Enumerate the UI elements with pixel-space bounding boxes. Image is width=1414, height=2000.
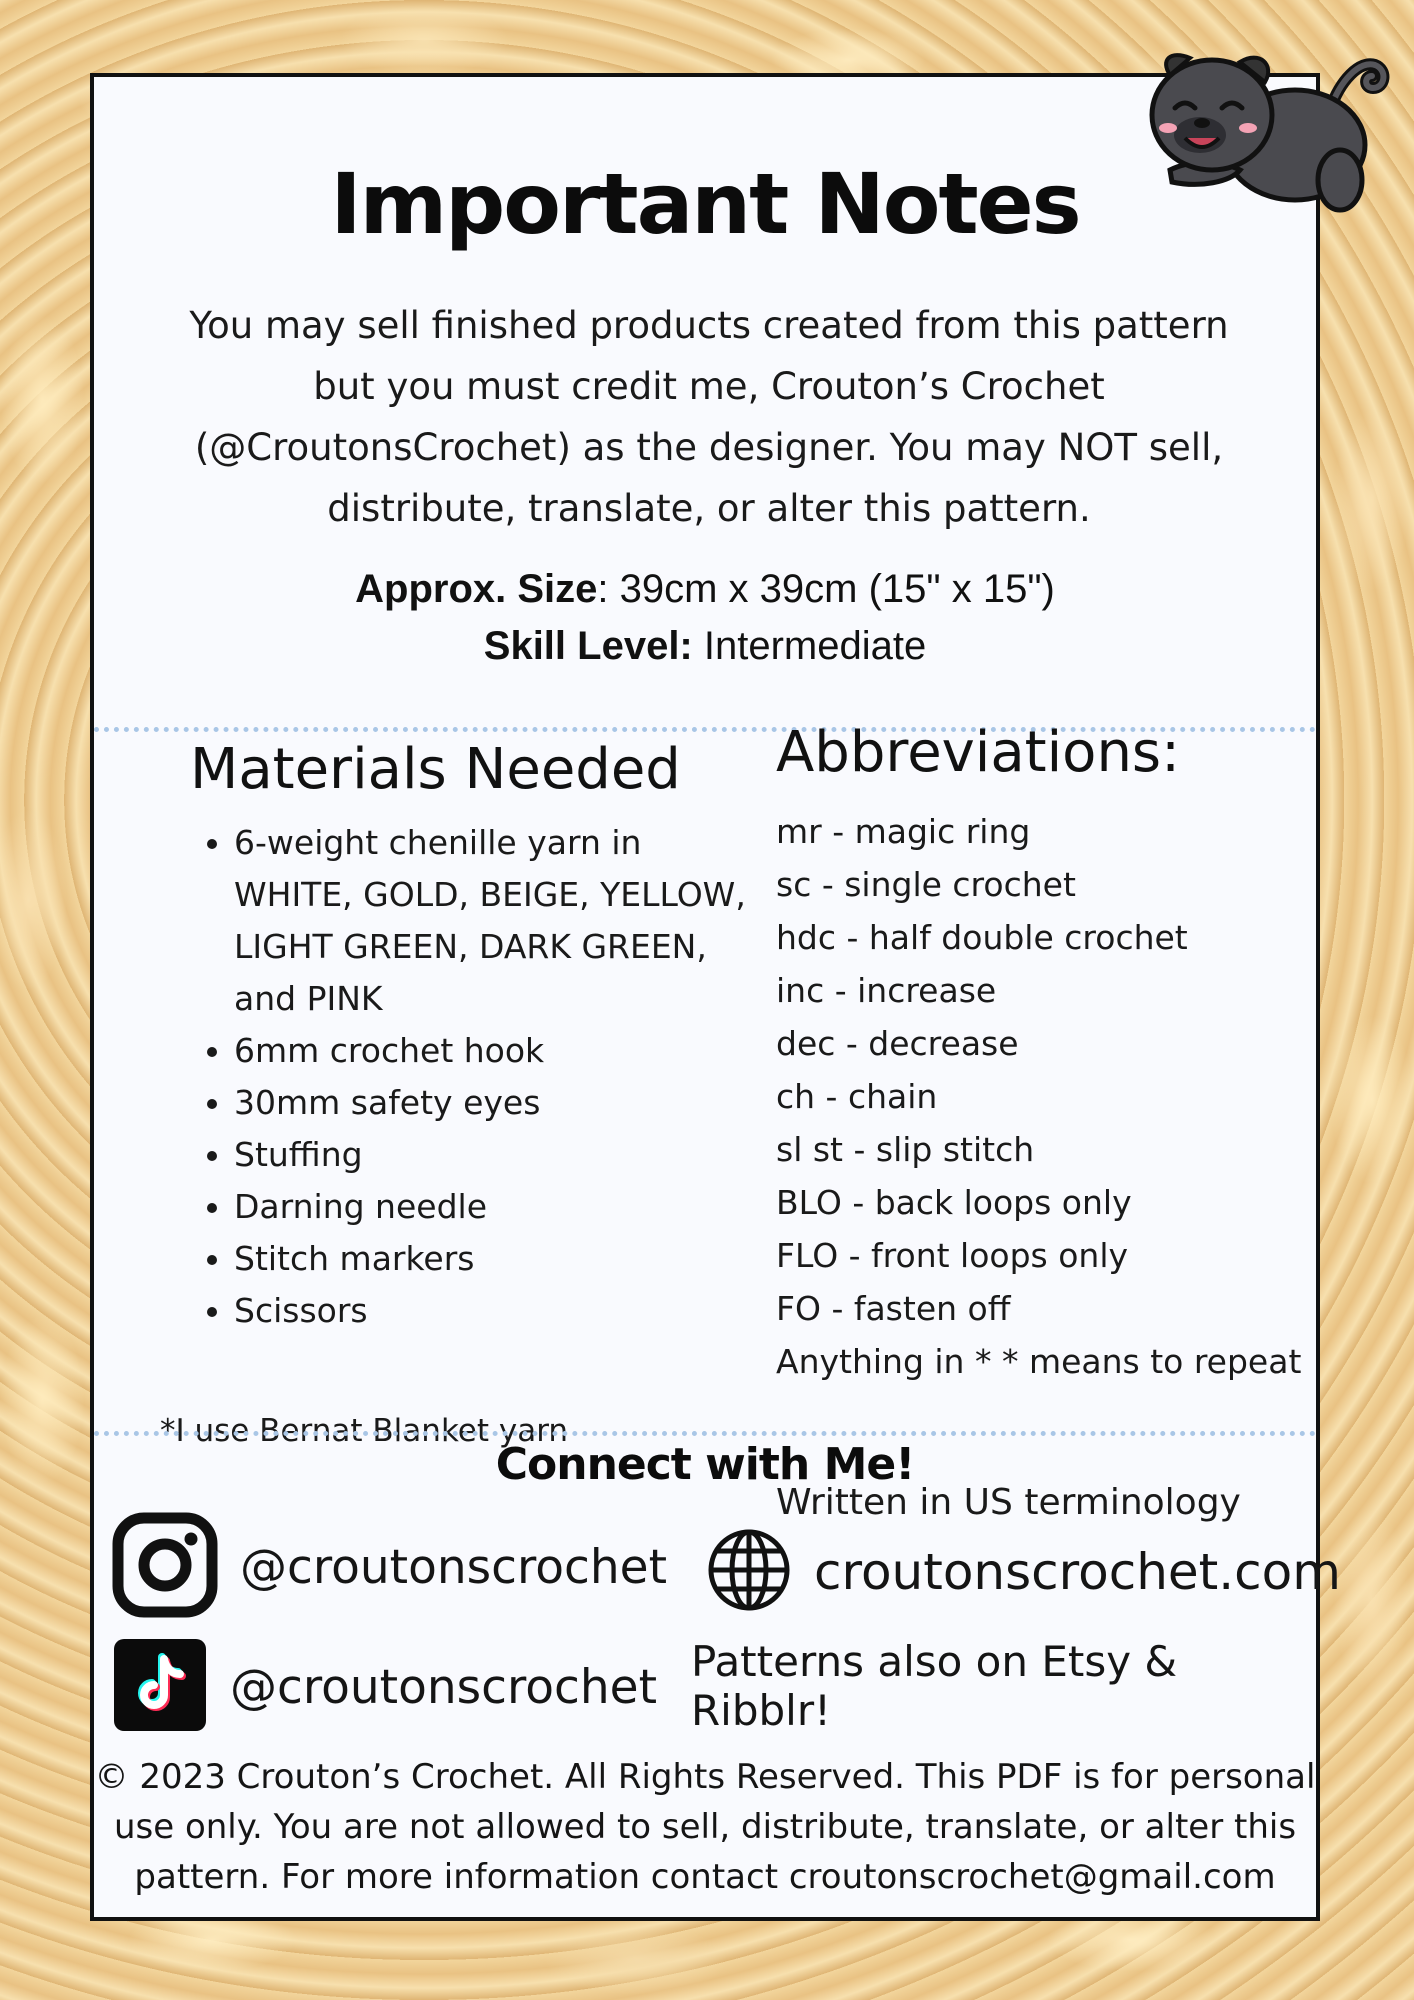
materials-item: • 6mm crochet hook xyxy=(234,1025,754,1077)
abbreviations-list xyxy=(776,805,1301,1388)
abbreviations-heading: Abbreviations: xyxy=(776,720,1180,785)
approx-size-label: Approx. Size xyxy=(355,567,598,611)
usage-terms-line: You may sell finished products created from this pattern xyxy=(189,304,1229,347)
abbreviation-item: BLO - back loops only xyxy=(776,1183,1132,1222)
notes-card xyxy=(90,73,1341,1921)
materials-item: • 30mm safety eyes xyxy=(234,1077,754,1129)
pug-icon xyxy=(1130,20,1390,220)
copyright-notice xyxy=(94,1752,1316,1902)
materials-item: • Scissors xyxy=(234,1285,754,1337)
materials-item: • Darning needle xyxy=(234,1181,754,1233)
website-link[interactable] xyxy=(706,1527,1341,1617)
materials-heading: Materials Needed xyxy=(190,737,681,802)
materials-item: • 6-weight chenille yarn in WHITE, GOLD, BEIGE, YELLOW, LIGHT GREEN, DARK GREEN, and PINK xyxy=(234,817,754,1025)
abbreviation-item: Anything in * * means to repeat xyxy=(776,1342,1302,1381)
usage-terms-line: (@CroutonsCrochet) as the designer. You may NOT sell, xyxy=(194,426,1224,469)
globe-icon xyxy=(706,1527,792,1617)
skill-level-value: Intermediate xyxy=(692,624,927,668)
skill-level xyxy=(94,624,1316,669)
instagram-icon xyxy=(112,1512,218,1622)
etsy-ribblr-note xyxy=(691,1637,1316,1735)
materials-list xyxy=(190,817,754,1337)
divider-bottom xyxy=(94,1431,1316,1436)
abbreviation-item: mr - magic ring xyxy=(776,812,1031,851)
usage-terms xyxy=(154,295,1264,539)
abbreviation-item: hdc - half double crochet xyxy=(776,918,1188,957)
page-title: Important Notes xyxy=(330,155,1080,253)
instagram-handle: @croutonscrochet xyxy=(240,1539,667,1595)
instagram-link[interactable] xyxy=(112,1512,667,1622)
abbreviation-item: inc - increase xyxy=(776,971,997,1010)
abbreviation-item: FLO - front loops only xyxy=(776,1236,1129,1275)
terminology-note: Written in US terminology xyxy=(776,1482,1241,1523)
usage-terms-line: distribute, translate, or alter this pattern. xyxy=(327,487,1091,530)
copyright-line: © 2023 Crouton’s Crochet. All Rights Reserved. This PDF is for personal xyxy=(94,1757,1316,1797)
materials-item: • Stuffing xyxy=(234,1129,754,1181)
tiktok-handle: @croutonscrochet xyxy=(230,1659,657,1715)
tiktok-icon xyxy=(112,1637,208,1737)
approx-size-value: : 39cm x 39cm (15" x 15") xyxy=(597,567,1055,611)
abbreviation-item: sl st - slip stitch xyxy=(776,1130,1035,1169)
abbreviation-item: FO - fasten off xyxy=(776,1289,1011,1328)
etsy-ribblr-text: Patterns also on Etsy & Ribblr! xyxy=(691,1637,1178,1735)
abbreviation-item: dec - decrease xyxy=(776,1024,1019,1063)
approx-size xyxy=(94,567,1316,612)
website-url: croutonscrochet.com xyxy=(814,1543,1341,1601)
usage-terms-line: but you must credit me, Crouton’s Crochet xyxy=(313,365,1105,408)
tiktok-link[interactable] xyxy=(112,1637,657,1737)
connect-heading: Connect with Me! xyxy=(495,1439,915,1490)
abbreviation-item: sc - single crochet xyxy=(776,865,1076,904)
copyright-line: use only. You are not allowed to sell, distribute, translate, or alter this xyxy=(113,1807,1297,1847)
abbreviation-item: ch - chain xyxy=(776,1077,938,1116)
materials-item: • Stitch markers xyxy=(234,1233,754,1285)
skill-level-label: Skill Level: xyxy=(483,624,693,668)
yarn-note: *I use Bernat Blanket yarn xyxy=(160,1413,569,1449)
copyright-line: pattern. For more information contact croutonscrochet@gmail.com xyxy=(134,1857,1276,1897)
